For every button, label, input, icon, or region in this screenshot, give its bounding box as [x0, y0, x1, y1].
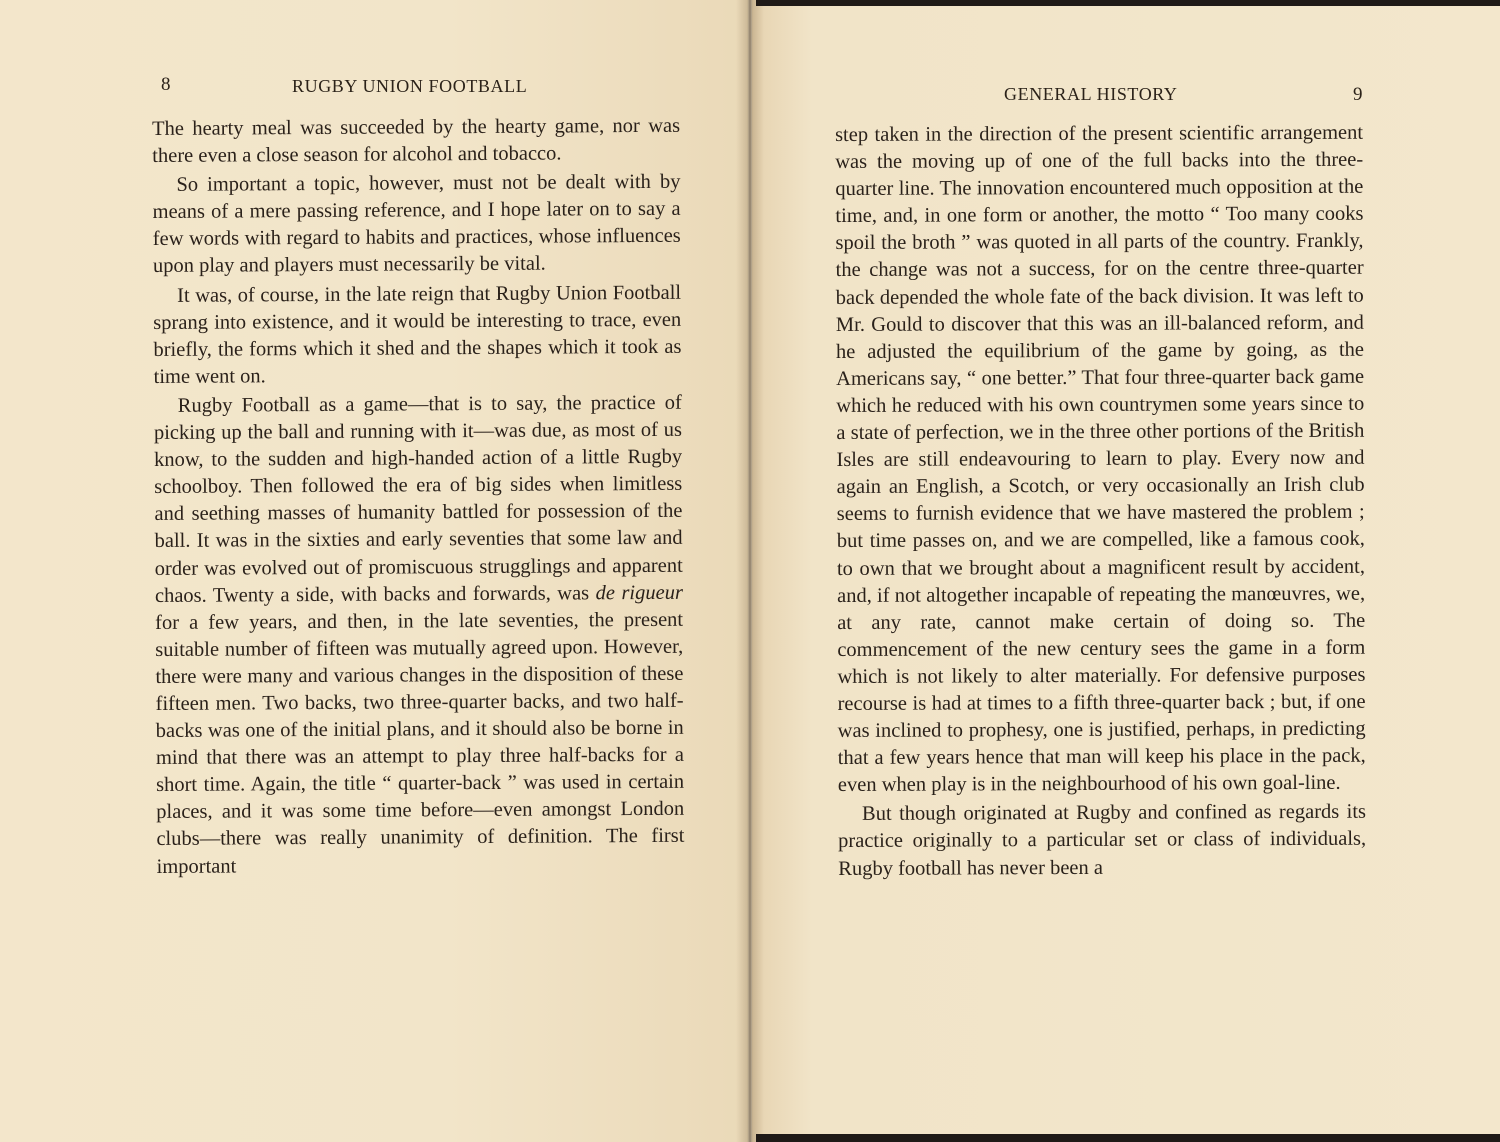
paragraph: But though originated at Rugby and confined as regards its practice originally to a particular set or class of individuals, Rugby football has never been a — [838, 801, 1367, 880]
paragraph: So important a topic, however, must not be dealt with by means of a mere passing reference, and I hope later on to say a few words with regard to habits and practices, whose influences upon play and players must necessarily be vital. — [152, 170, 681, 278]
right-running-head: GENERAL HISTORY — [1004, 84, 1178, 104]
binding-edge-top — [756, 0, 1500, 6]
paragraph: It was, of course, in the late reign that Rugby Union Football sprang into existence, and it would be interesting to trace, even briefly, the forms which it shed and the shapes which it took as time went on. — [153, 281, 682, 388]
paragraph: step taken in the direction of the present scientific arrangement was the moving up of one of the full backs into the three-quarter line. The innovation encountered much opposition at the time, and, in one form or another, the motto “ Too many cooks spoil the broth ” was quoted in all parts of the country. Frankly, the change was not a success, for on the centre three-quarter back depended the whole fate of the back division. It was left to Mr. Gould to discover that this was an ill-balanced reform, and he adjusted the equilibrium of the game by going, as the Americans say, “ one better.” That four three-quarter back game which he reduced with his own countrymen some years since to a state of perfection, we in the three other portions of the British Isles are still endeavouring to learn to play. Every now and again an English, a Scotch, or very occasionally an Irish club seems to furnish evidence that we have mastered the problem ; but time passes on, and we are compelled, like a famous cook, to own that we brought about a magnificent result by accident, and, if not altogether incapable of repeating the manœuvres, we, at any rate, cannot make certain of doing so. The commencement of the new century sees the game in a form which is not likely to alter materially. For defensive purposes recourse is had at times to a fifth three-quarter back ; but, if one was inclined to prophesy, one is justified, perhaps, in predicting that a few years hence that man will keep his place in the pack, even when play is in the neighbourhood of his own goal-line. — [835, 121, 1366, 797]
book-gutter — [736, 0, 764, 1142]
paragraph — [154, 390, 685, 881]
left-page — [0, 0, 748, 1142]
left-page-text — [152, 113, 685, 881]
paragraph-text: Rugby Football as a game—that is to say, the practice of picking up the ball and running with it—was due, as most of us know, to the sudden and high-handed action of a little Rugby schoolboy. Then followed the era of big sides when limitless and seething masses of humanity battled for possession of the ball. It was in the sixties and early seventies that some law and order was evolved out of promiscuous strugglings and apparent chaos. Twenty a side, with backs and forwards, was — [153, 391, 683, 607]
left-page-number: 8 — [161, 74, 171, 95]
paragraph: The hearty meal was succeeded by the hearty game, nor was there even a close season for alcohol and tobacco. — [152, 114, 681, 168]
left-running-head: RUGBY UNION FOOTBALL — [292, 76, 528, 96]
paragraph-text: for a few years, and then, in the late seventies, the present suitable number of fifteen was mutually agreed upon. However, there were many and various changes in the disposition of these fifteen men. Two backs, two three-quarter backs, and two half-backs was one of the initial plans, and it should also be borne in mind that there was an attempt to play three half-backs for a short time. Again, the title “ quarter-back ” was used in certain places, and it was some time before—even amongst London clubs—there was really unanimity of definition. The first important — [155, 608, 685, 878]
binding-edge-bottom — [756, 1134, 1500, 1142]
italic-phrase: de rigueur — [595, 581, 683, 604]
right-page-text — [835, 120, 1366, 883]
right-page-number: 9 — [1353, 84, 1363, 105]
right-page — [752, 0, 1500, 1142]
